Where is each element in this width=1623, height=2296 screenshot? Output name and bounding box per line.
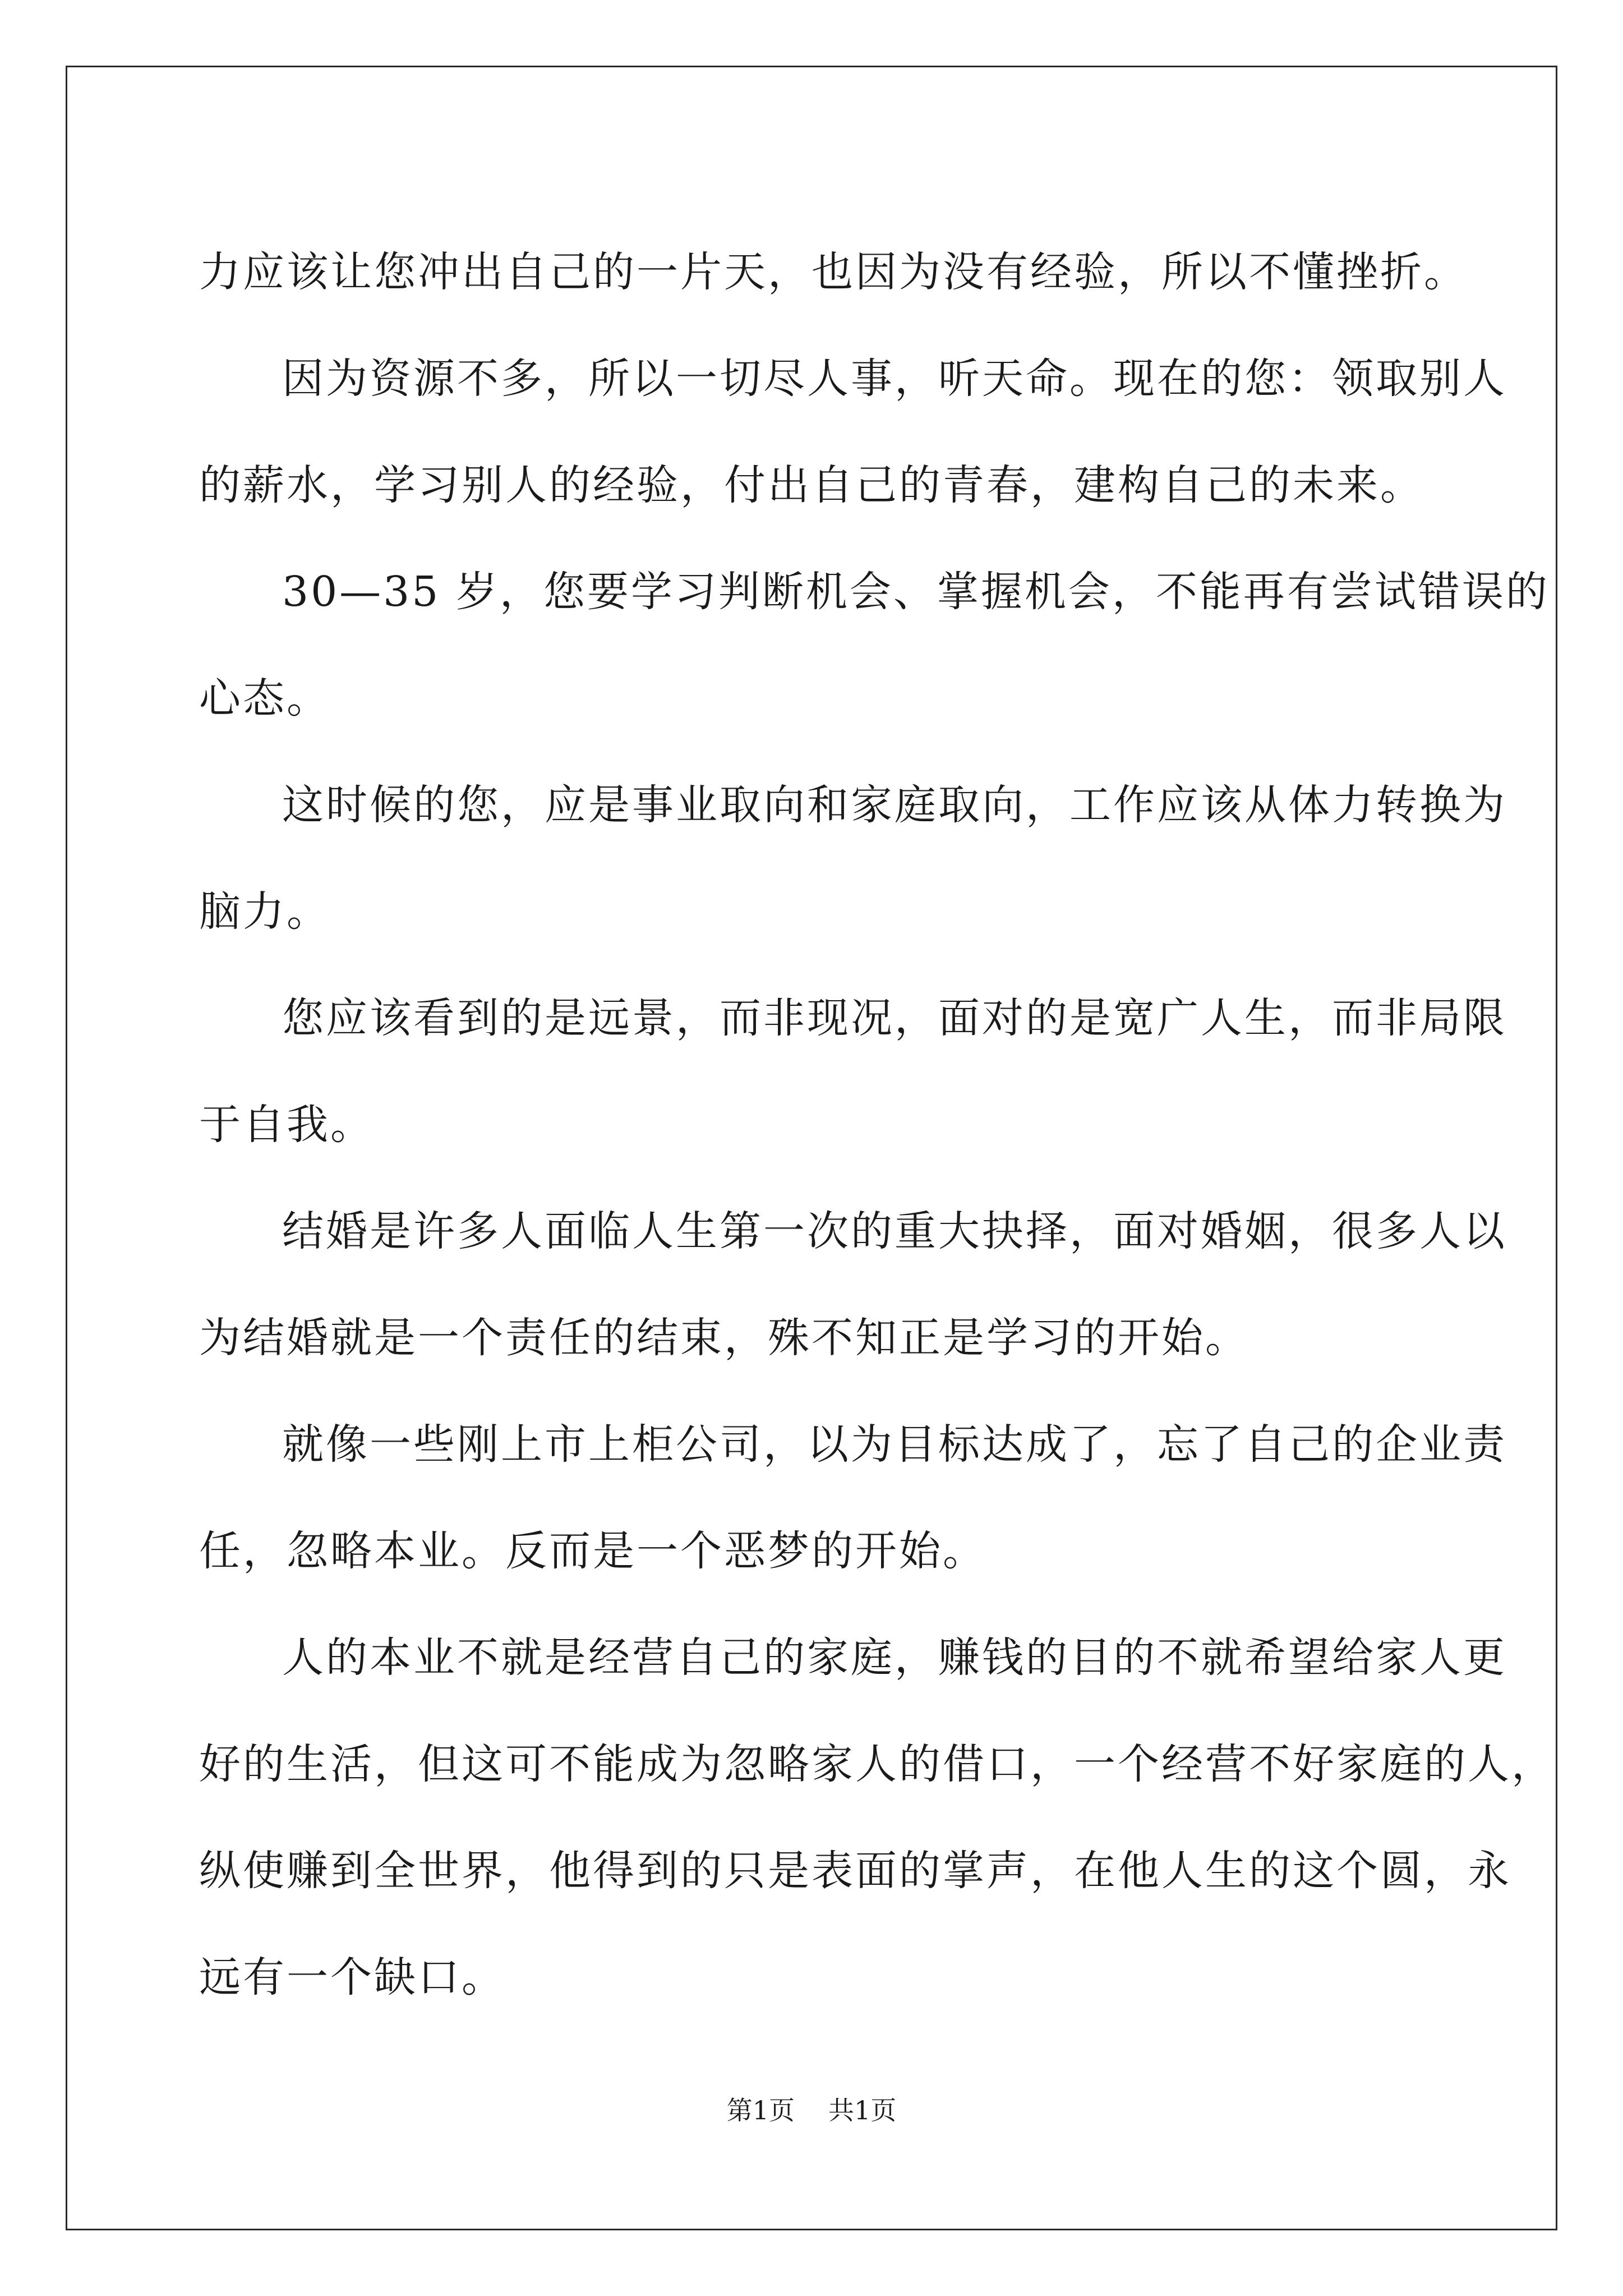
text-line: 力应该让您冲出自己的一片天，也因为没有经验，所以不懂挫折。	[199, 248, 1468, 296]
text-line: 这时候的您，应是事业取向和家庭取向，工作应该从体力转换为	[282, 781, 1507, 829]
page-number: 第1页	[726, 2095, 795, 2125]
document-body	[199, 219, 1555, 2031]
text-line: 就像一些刚上市上柜公司，以为目标达成了，忘了自己的企业责	[282, 1420, 1507, 1469]
text-line: 任，忽略本业。反而是一个恶梦的开始。	[199, 1527, 986, 1575]
text-line: 人的本业不就是经营自己的家庭，赚钱的目的不就希望给家人更	[282, 1634, 1507, 1682]
text-line: 的薪水，学习别人的经验，付出自己的青春，建构自己的未来。	[199, 461, 1424, 509]
page-footer	[0, 2093, 1623, 2127]
text-line: 结婚是许多人面临人生第一次的重大抉择，面对婚姻，很多人以	[282, 1207, 1507, 1255]
text-line: 30—35 岁，您要学习判断机会、掌握机会，不能再有尝试错误的	[282, 568, 1550, 616]
text-line: 为结婚就是一个责任的结束，殊不知正是学习的开始。	[199, 1314, 1249, 1362]
text-line: 远有一个缺口。	[199, 1953, 505, 2001]
text-line: 心态。	[199, 674, 330, 723]
text-line: 好的生活，但这可不能成为忽略家人的借口，一个经营不好家庭的人，	[199, 1740, 1555, 1788]
text-line: 因为资源不多，所以一切尽人事，听天命。现在的您：领取别人	[282, 355, 1507, 403]
text-line: 您应该看到的是远景，而非现况，面对的是宽广人生，而非局限	[282, 994, 1507, 1042]
page-total: 共1页	[828, 2095, 897, 2125]
text-line: 纵使赚到全世界，他得到的只是表面的掌声，在他人生的这个圆，永	[199, 1847, 1511, 1895]
text-line: 脑力。	[199, 887, 330, 936]
text-line: 于自我。	[199, 1101, 374, 1149]
